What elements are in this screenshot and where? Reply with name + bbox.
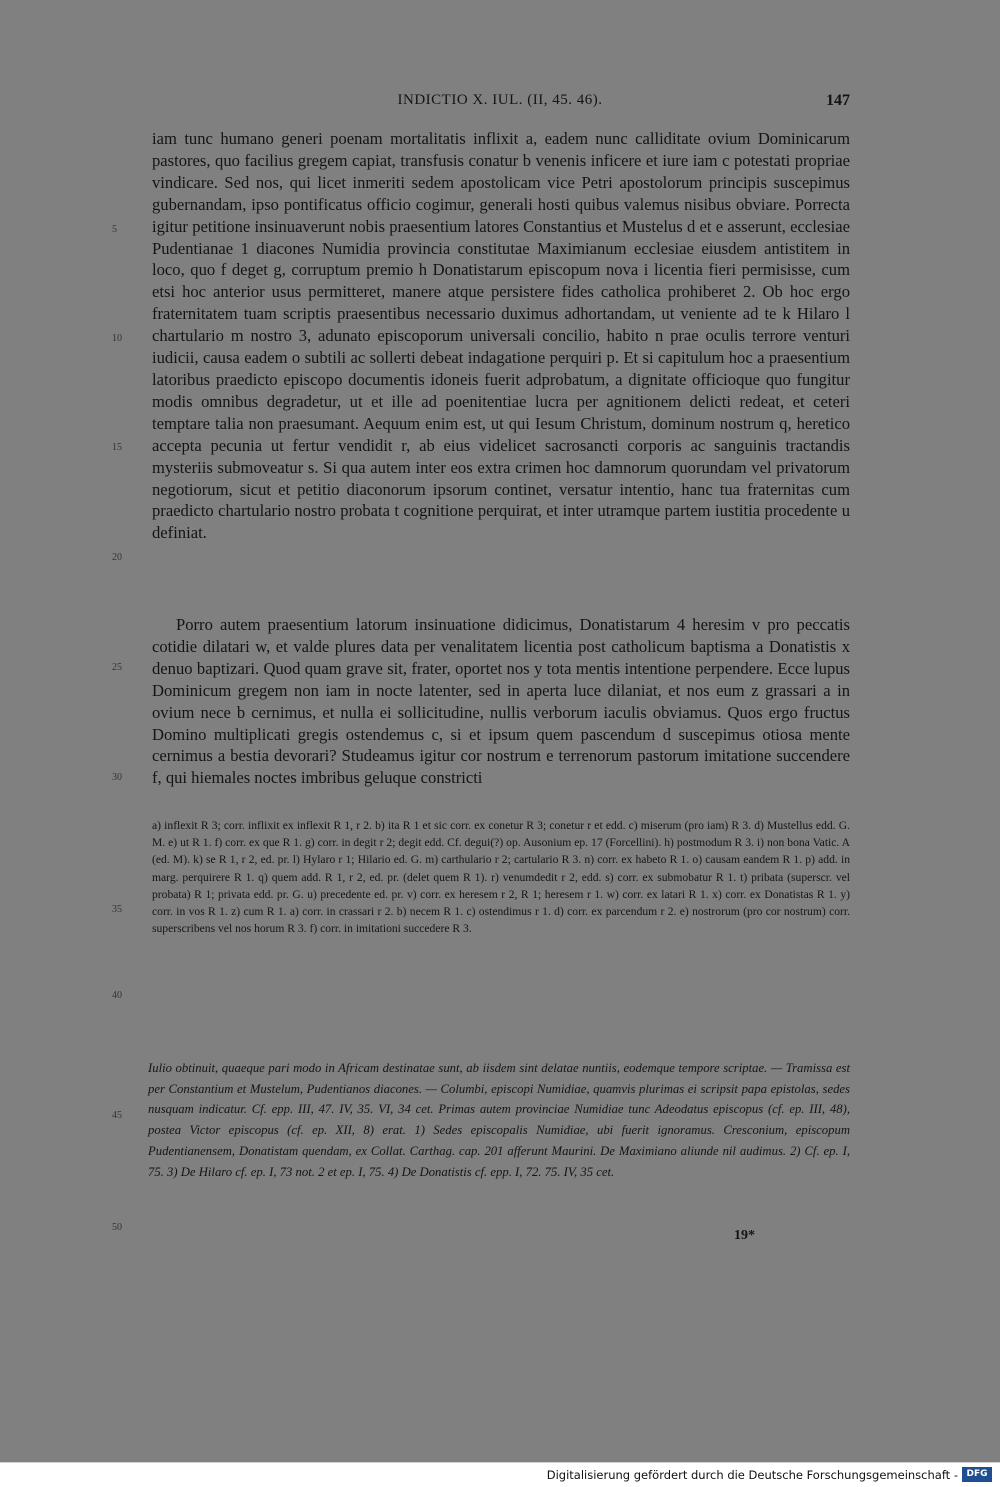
footer-bar bbox=[0, 1462, 1000, 1487]
running-head: INDICTIO X. IUL. (II, 45. 46). bbox=[397, 92, 603, 108]
line-number: 5 bbox=[112, 224, 117, 235]
funding-notice: Digitalisierung gefördert durch die Deutsche Forschungsgemeinschaft - bbox=[546, 1468, 958, 1482]
line-number: 25 bbox=[112, 662, 122, 673]
line-number: 10 bbox=[112, 333, 122, 344]
line-number: 50 bbox=[112, 1222, 122, 1233]
apparatus-notes: a) inflexit R 3; corr. inflixit ex inflexit R 1, r 2. b) ita R 1 et sic corr. ex conetur R 3; conetur r et edd. c) miserum (pro iam) R 3. d) Mustellus edd. G. M. e) ut R 1. f) corr. ex que R 1. g) corr. in degit r 2; degit edd. Cf. degui(?) op. Ausonium ep. 17 (Forcellini). h) postmodum R 3. i) non bona Vatic. A (ed. M). k) se R 1, r 2, ed. pr. l) Hylaro r 1; Hilario ed. G. m) carthulario r 2; cartulario R 3. n) corr. ex habeto R 1. o) causam eandem R 1. p) add. in marg. perquirere R 1. q) quem add. R 1, r 2, ed. pr. (delet quem R 1). r) venumdedit r 2, edd. s) corr. ex submobatur R 1. t) pribata (superscr. vel probata) R 1; privata edd. pr. G. u) precedente ed. pr. v) corr. ex heresem r 2, R 1; heresem r 1. w) corr. ex latari R 1. x) corr. ex Donatistas R 1. y) corr. in vos R 1. z) cum R 1. a) corr. in crassari r 2. b) necem R 1. c) ostendimus r 1. d) corr. ex parcendum r 2. e) nostrorum (pro cor nostrum) corr. superscribens vel nos horum R 3. f) corr. in imitationi succedere R 3. bbox=[152, 819, 850, 936]
line-number: 15 bbox=[112, 442, 122, 453]
line-number: 45 bbox=[112, 1110, 122, 1121]
commentary bbox=[148, 1058, 850, 1182]
line-number: 20 bbox=[112, 552, 122, 563]
sheet-signature: 19* bbox=[734, 1228, 755, 1243]
critical-apparatus bbox=[152, 817, 850, 937]
main-text-paragraph-1 bbox=[152, 128, 850, 544]
main-text-paragraph-2 bbox=[152, 614, 850, 789]
dfg-logo-icon: DFG bbox=[962, 1467, 992, 1482]
page-header bbox=[150, 92, 850, 116]
commentary-text: Iulio obtinuit, quaeque pari modo in Africam destinatae sunt, ab iisdem sint delatae nuntiis, eodemque tempore scriptae. — Tramissa est per Constantium et Mustelum, Pudentianos diacones. — Columbi, episcopi Numidiae, quamvis plurimas ei scripsit papa epistolas, sedes nusquam indicatur. Cf. epp. III, 47. IV, 35. VI, 34 cet. Primas autem provinciae Numidiae tunc Adeodatus episcopus (cf. ep. III, 48), postea Victor episcopus (cf. ep. XII, 8) erat. 1) Sedes episcopalis Numidiae, ubi fuerit ignoramus. Cresconium, episcopum Pudentianensem, Donatistam quendam, ex Collat. Carthag. cap. 201 afferunt Maurini. De Maximiano aliunde nil audimus. 2) Cf. ep. I, 75. 3) De Hilaro cf. ep. I, 73 not. 2 et ep. I, 75. 4) De Donatistis cf. epp. I, 72. 75. IV, 35 cet. bbox=[148, 1061, 850, 1179]
line-number: 30 bbox=[112, 772, 122, 783]
line-number: 40 bbox=[112, 990, 122, 1001]
page-number: 147 bbox=[826, 92, 850, 109]
body-text: Porro autem praesentium latorum insinuatione didicimus, Donatistarum 4 heresim v pro peccatis cotidie dilatari w, et valde plures data per venalitatem licentia post catholicum baptisma a Donatistis x denuo baptizari. Quod quam grave sit, frater, oportet nos y tota mentis intentione perpendere. Ecce lupus Dominicum gregem non iam in nocte latenter, sed in aperta luce dilaniat, et nos eum z grassari a in ovium nece b cernimus, et nulla ei sollicitudine, nullis verborum iaculis obviamus. Quos ergo fructus Domino multiplicati gregis ostendemus c, si et ipsum quem pascendum d suscepimus otiosa mente cernimus a bestia devorari? Studeamus igitur cor nostrum e terrenorum pastorum imitatione succendere f, qui hiemales noctes imbribus geluque constricti bbox=[152, 615, 850, 788]
body-text: iam tunc humano generi poenam mortalitatis inflixit a, eadem nunc calliditate ovium Dominicarum pastores, quo facilius gregem capiat, transfusis conatur b venenis inficere et iure iam c potestati propriae vindicare. Sed nos, qui licet inmeriti sedem apostolicam vice Petri apostolorum principis suscepimus gubernandam, ipso pontificatus officio cogimur, generali hosti quibus valemus nisibus obviare. Porrecta igitur petitione insinuaverunt nobis praesentium latores Constantius et Mustelus d et e asserunt, ecclesiae Pudentianae 1 diacones Numidia provincia constitutae Maximianum ecclesiae eiusdem antistitem in loco, quo f deget g, corruptum premio h Donatistarum episcopum nova i licentia fieri permisisse, cum etsi hoc anterior usus permitteret, manere atque persistere fides catholica prohiberet 2. Ob hoc ergo fraternitatem tuam scriptis praesentibus necessario duximus adhortandam, ut veniente ad te k Hilaro l chartulario m nostro 3, adunato episcoporum universali concilio, habito n prae oculis terrore venturi iudicii, causa eadem o subtili ac sollerti debeat indagatione perquiri p. Et si capitulum hoc a praesentium latoribus praedicto episcopo documentis idoneis fuerit adprobatum, a dignitate officioque quo fungitur modis omnibus degradetur, ut et ille ad poenitentiae lucra per agnitionem delicti redeat, et ceteri temptare talia non praesumant. Aequum enim est, ut qui Iesum Christum, dominum nostrum q, heretico accepta pecunia ut fertur vendidit r, ab eius videlicet sacrosancti corporis ac sanguinis tractandis mysteriis submoveatur s. Si qua autem inter eos extra crimen hoc damnorum quorundam vel privatorum negotiorum, sicut et petitio diaconorum ipsorum continet, versatur intentio, hanc tua fraternitas cum praedicto chartulario nostro probata t cognitione perquirat, et inter utramque partem iustitia procedente u definiat. bbox=[152, 129, 850, 543]
line-number: 35 bbox=[112, 904, 122, 915]
